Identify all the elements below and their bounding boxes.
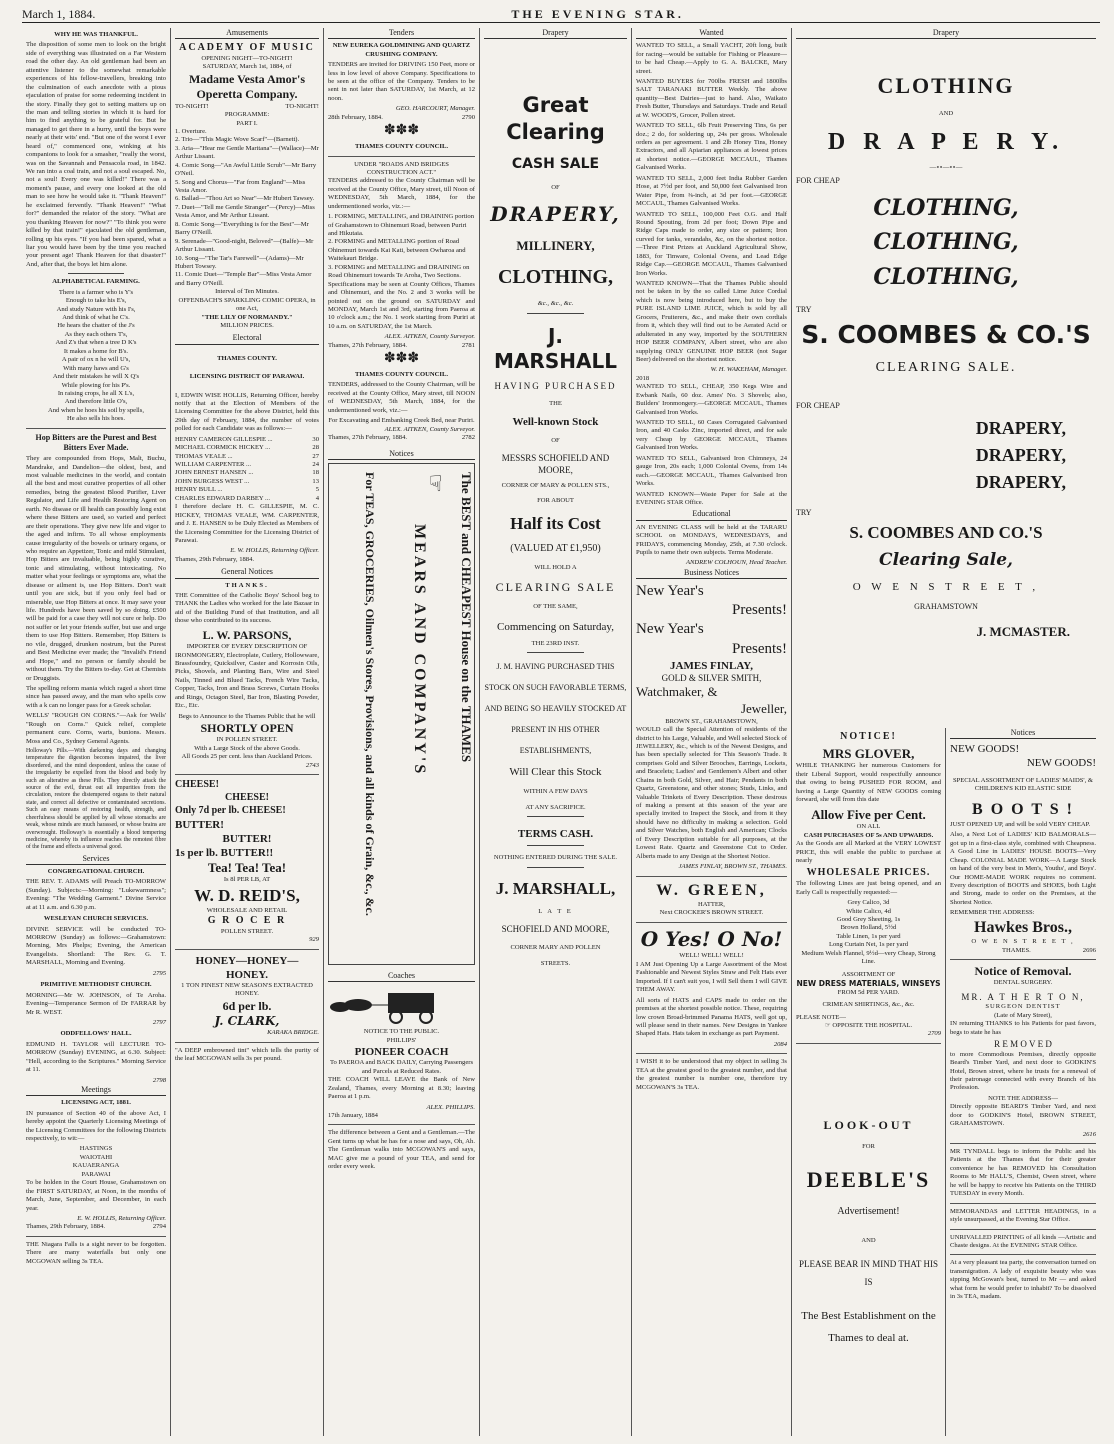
section-header: Drapery: [796, 28, 1096, 39]
classified-ad: WANTED KNOWN—That the Thames Public should not be taken in by the so called Lime Juice Cordial which is now being introduced here, but to buy the PURE ISLAND LIME JUICE, which is sold by all Grocers, Fruiterers, &c., and make their own cordials from it, which they will find out to be Aerated Acid or adulterated in any way, imported by the SOUTHERN HOP BEER COMPANY, Albert street, who are also supplying ONLY GENUINE HOP BEER (not Sugar Beer) delivered on the shortest notice.: [636, 280, 787, 363]
ad-title: Hop Bitters are the Purest and Best Bitters Ever Made.: [35, 432, 157, 452]
column-1: WHY HE WAS THANKFUL. The disposition of some men to look on the bright side of everything was illustrated on a Far Western road the other day. An old gentleman had been an attentive listener to the somewhat remarkable experiences of his fellow-travellers, breaking into the culmination of each anecdote with a pious ejaculation of praise for some redeeming incident in the story. Finally they got to setting matters up on the man and telling stories in which it is hard for him to find anything to be grateful for. But he managed to get there in a hurry, until the boys were nearly at their wits' end. "But one of the worst I ever heard of," commenced one, winking at his companions to look for a smasher, "really the worst, was on the Savannah and Pensacola road, in 1842. We ran into a coal train, and not a soul escaped. No, not a soul! Every one was killed!" There was a moment's pause, and every one looked at the old man to see how he would take it. "Thank Heaven!" he exclaimed fervently. "Thank Heaven!" "What for?" demanded the relator of the story. "What are you thanking Heaven for now?" "To think you were killed by that train!" ejaculated the old gentleman, rolling up his eyes. "If you had been spared, what a liar you would have been by the time you reached your present age! Thank Heaven for that disaster!" And, after that, the boys let him alone. ALPHABETICAL FARMING. There is a farmer who is Y's Enough to take his E's, And study Nature with his I's, And think of what he C's. He hears the chatter of the J's As they each others T's, And Z's that when a tree D K's It makes a home for B's. A pair of ox n he will U's, With many haws and G's And their mistakes he will X Q's While plowing for his P's. In raising crops, he all X L's, And therefore little O's, And when he hoes his soil by spells, He also sells his hoes. Hop Bitters are the Purest and Best Bitters Ever Made. They are compounded from Hops, Malt, Buchu, Mandrake, and Dandelion—the oldest, best, and most valuable medicines in the world, and contain all the best and most curative properties of all other remedies, being the greatest Blood Purifier, Liver Regulator, and Life and Health Restoring Agent on earth. No disease or ill health can possibly long exist where these Bitters are used, so varied and perfect are their operations. They give new life and vigor to the aged and infirm. To all whose employments cause irregularity of the bowels or urinary organs, or who require an Appetizer, Tonic and mild Stimulant, Hop Bitters are invaluable, being highly curative, tonic and stimulating, without intoxicating. No matter what your feelings or symptoms are, what the disease or ailment is, use Hop Bitters. Don't wait until you are sick, but if you only feel bad or miserable, use Hop Bitters at once. It may save your life. Hundreds have been saved by so doing. £500 will be paid for a case they will not cure or help. Do not suffer or let your friends suffer, but use and urge them to use Hop Bitters. Remember, Hop Bitters is no vile, drugged, drunken nostrum, but the Purest and Best Medicine ever made; the "Invalid's Friend and Hope," and no person or family should be without them. Try the Bitters to-day. Get at Chemists or Druggists. The spelling reform mania which raged a short time since has passed away, and the man who spells cow with a k can no longer pass for a Greek scholar. WELLS' "ROUGH ON CORNS."—Ask for Wells' "Rough on Corns." Quick relief, complete permanent cure. Corns, warts, bunions. Messrs. Moss and Co., Sydney General Agents. Holloway's Pills.—With darkening days and changing temperature the digestion becomes impaired, the liver disordered, and the mind despondent, unless the cause of the irregularity be expelled from the blood and body by such an alterative as these Pills. They directly attack the source of the evil, thrust out all impurities from the circulation, restore the distempered organs to their natural state, and correct all defective or contaminated secretions. Such an easy means of restoring health, strength, and cheerfulness should be applied by all whose stomachs are weak, whose minds are much harassed, or whose brains are overwrought. Holloway's is essentially a blood tempering medicine, whereby its influence reaches the remotest fibre of the frame and effects a universal good. Services CONGREGATIONAL CHURCH. THE REV. T. ADAMS will Preach TO-MORROW (Sunday). Subjects:—Morning: "Lukewarmness"; Evening: "The Wedding Garment." Divine Service at at 11 a.m. and 6.30 p.m. WESLEYAN CHURCH SERVICES. DIVINE SERVICE will be conducted TO-MORROW (Sunday) as follows:—Grahamstown: Morning, Mrs Phelps; Evening, the American Evangelists. Shortland: The Rev. G. T. MARSHALL, Morning and Evening. 2795 PRIMITIVE METHODIST CHURCH. MORNING—Mr W. JOHNSON, of Te Aroha. Evening—Temperance Sermon of Dr FARRAR by Mr R. WEST. 2797 ODDFELLOWS' HALL. EDMUND H. TAYLOR will LECTURE TO-MORROW (Sunday) EVENING, at 6.30. Subject: "Hell, according to the Scriptures." Morning Service at 11. 2798 Meetings LICENSING ACT, 1881. IN pursuance of Section 40 of the above Act, I hereby appoint the Quarterly Licensing Meetings of the Licensing Committees for the following Districts respectively, to wit:— HASTINGS WAIOTAHI KAUAERANGA PARAWAI To be holden in the Court House, Grahamstown on the FIRST SATURDAY, at Noon, in the months of March, June, September, and December, in each year. E. W. HOLLIS, Returning Officer. Thames, 29th February, 1884. 2794 THE Niagara Falls is a sight never to be forgotten. There are many waterfalls but only one MCGOWAN selling 3s TEA.: [22, 28, 171, 1436]
ornament-icon: ✽✽✽: [383, 123, 420, 139]
section-header: Notices: [328, 449, 475, 460]
vote-table: HENRY CAMERON GILLESPIE ... 30 MICHAEL CORMICK HICKEY ... 28 THOMAS VEALE ... 27 WILLIAM CARPENTER ... 24 JOHN ERNEST HANSEN ... 18 JOHN BURGESS WEST ... 13 HENRY BULL ... 5 CHARLES EDWARD DARBEY ... 4: [175, 435, 319, 502]
column-4: Drapery Great Clearing CASH SALE OF DRAPERY, MILLINERY, CLOTHING, &c., &c., &c. J. MARSHALL HAVING PURCHASED THE Well-known Stock OF MESSRS SCHOFIELD AND MOORE, CORNER OF MARY & POLLEN STS., FOR ABOUT Half its Cost (VALUED AT £1,950) WILL HOLD A CLEARING SALE OF THE SAME, Commencing on Saturday, THE 23RD INST. J. M. HAVING PURCHASED THIS STOCK ON SUCH FAVORABLE TERMS, AND BEING SO HEAVILY STOCKED AT PRESENT IN HIS OTHER ESTABLISHMENTS, Will Clear this Stock WITHIN A FEW DAYS AT ANY SACRIFICE. TERMS CASH. NOTHING ENTERED DURING THE SALE. J. MARSHALL, L A T E SCHOFIELD AND MOORE, CORNER MARY AND POLLEN STREETS.: [480, 28, 632, 1436]
coach-and-horses-icon: [328, 985, 468, 1025]
section-header: Wanted: [636, 28, 787, 39]
notice-title: LICENSING ACT, 1881.: [61, 1099, 131, 1107]
merchant-name: W. GREEN,: [656, 881, 767, 899]
section-header: Educational: [636, 509, 787, 520]
merchant-name: Hawkes Bros.,: [974, 918, 1072, 936]
classified-ad: WANTED TO SELL, CHEAP, 350 Kegs Wire and Ewbank Nails, 60 doz. Ames' No. 3 Shovels; also, Builders' Ironmongery.—GEORGE MCCAUL, Thames Galvanised Iron Works.: [636, 383, 787, 416]
section-header: Services: [26, 854, 166, 865]
section-header: Meetings: [26, 1085, 166, 1096]
classified-ad: WANTED TO SELL, 100,000 Feet O.G. and Half Round Spouting, from 2d per foot; Down Pipe and Ridge Caps made to order, any size or pattern; Iron curved for tanks, verandahs, &c, on the shortest notice.—Three First Prizes at Auckland Agricultural Show, 1883, for Tinware, Colonial Ovens, and Lead Edge Ridge Cap.—GEORGE MCCAUL, Thames Galvanised Iron Works.: [636, 210, 787, 277]
pointing-hand-icon: ☞: [824, 1021, 831, 1029]
programme-list: 1. Overture. 2. Trio—"This Magic Wove Scarf"—(Barnett). 3. Aria—"Hear me Gentle Maritana"—(Wallace)—Mr Arthur Lissant. 4. Comic Song—"An Awful Little Scrub"—Mr Barry O'Neil. 5. Song and Chorus—"Far from England"—Miss Vesta Amor. 6. Ballad—"Thou Art so Near"—Mr Hubert Tawsey. 7. Duet—"Tell me Gentle Stranger"—(Percy)—Miss Vesta Amor, and Mr Arthur Lissant. 8. Comic Song—"Everything is for the Best"—Mr Barry O'Neill. 9. Serenade—"Good-night, Beloved"—(Balfe)—Mr Arthur Lissant. 10. Song—"The Tar's Farewell"—(Adams)—Mr Hubert Towsey. 11. Comic Duet—"Temple Bar"—Miss Vesta Amor and Barry O'Neill.: [175, 127, 319, 287]
clothing-headline: CLOTHING: [877, 73, 1015, 99]
pointing-hand-icon: ☟: [429, 470, 443, 496]
column-2: Amusements ACADEMY OF MUSIC OPENING NIGHT—TO-NIGHT! SATURDAY, March 1st, 1884, of Madame Vesta Amor's Operetta Company. TO-NIGHT! TO-NIGHT! PROGRAMME: PART I. 1. Overture. 2. Trio—"This Magic Wove Scarf"—(Barnett). 3. Aria—"Hear me Gentle Maritana"—(Wallace)—Mr Arthur Lissant. 4. Comic Song—"An Awful Little Scrub"—Mr Barry O'Neil. 5. Song and Chorus—"Far from England"—Miss Vesta Amor. 6. Ballad—"Thou Art so Near"—Mr Hubert Tawsey. 7. Duet—"Tell me Gentle Stranger"—(Percy)—Miss Vesta Amor, and Mr Arthur Lissant. 8. Comic Song—"Everything is for the Best"—Mr Barry O'Neill. 9. Serenade—"Good-night, Beloved"—(Balfe)—Mr Arthur Lissant. 10. Song—"The Tar's Farewell"—(Adams)—Mr Hubert Towsey. 11. Comic Duet—"Temple Bar"—Miss Vesta Amor and Barry O'Neill. Interval of Ten Minutes. OFFENBACH'S SPARKLING COMIC OPERA, in one Act, "THE LILY OF NORMANDY." MILLION PRICES. Electoral THAMES COUNTY. LICENSING DISTRICT OF PARAWAI. I, EDWIN WISE HOLLIS, Returning Officer, hereby notify that at the Election of Members of the Licensing Committee for the above District, held this 29th day of February, 1884, the number of votes polled for each Candidate was as follows:— HENRY CAMERON GILLESPIE ... 30 MICHAEL CORMICK HICKEY ... 28 THOMAS VEALE ... 27 WILLIAM CARPENTER ... 24 JOHN ERNEST HANSEN ... 18 JOHN BURGESS WEST ... 13 HENRY BULL ... 5 CHARLES EDWARD DARBEY ... 4 I therefore declare H. C. GILLESPIE, M. C. HICKEY, THOMAS VEALE, WM. CARPENTER, and J. E. HANSEN to be Duly Elected as Members of the Licensing Committee for the Licensing District of Parawai. E. W. HOLLIS, Returning Officer. Thames, 29th February, 1884. General Notices THANKS. THE Committee of the Catholic Boys' School beg to THANK the Ladies who worked for the late Bazaar in aid of the Building Fund of that Institution, and all those who contributed to its success. L. W. PARSONS, IMPORTER OF EVERY DESCRIPTION OF IRONMONGERY, Electroplate, Cutlery, Hollowware, Brassfoundry, Quicksilver, Caster and Korrosin Oils, Picks, Shovels, and Planting Bars, Wire and Steel Nails, Tinned and Blued Tacks, French Wire Tacks, Copper, Tacks, Iron and Brass Screws, Curtain Hooks and Rings, Octagon Steel, Bar Iron, Blasting Powder, Etc., Etc. Begs to Announce to the Thames Public that he will SHORTLY OPEN IN POLLEN STREET. With a Large Stock of the above Goods. All Goods 25 per cent. less than Auckland Prices. 2743 CHEESE! CHEESE! Only 7d per lb. CHEESE! BUTTER! BUTTER! 1s per lb. BUTTER!! Tea! Tea! Tea! Is 8l PER LB, AT W. D. REID'S, WHOLESALE AND RETAIL G R O C E R POLLEN STREET. 929 HONEY—HONEY—HONEY. 1 TON FINEST NEW SEASON'S EXTRACTED HONEY. 6d per lb. J. CLARK, KARAKA BRIDGE. "A DEEP embrowned tint" which tells the purity of the leaf MCGOWAN sells 3s per pound.: [171, 28, 324, 1436]
notice-title: WESLEYAN CHURCH SERVICES.: [43, 915, 149, 923]
section-header: Coaches: [328, 971, 475, 982]
page-header: [22, 4, 1100, 23]
masthead: THE EVENING STAR.: [511, 7, 684, 21]
ornament-icon: ✽✽✽: [383, 351, 420, 367]
classified-ad: WANTED TO SELL, Galvanised Iron Chimneys, 24 gauge Iron, 20s each; 1,000 Colonial Ovens, from 14s each.—GEORGE MCCAUL, Thames Galvanised Iron Works.: [636, 454, 787, 488]
notice-title: CONGREGATIONAL CHURCH.: [47, 867, 145, 875]
ad-body: Holloway's Pills.—With darkening days and changing temperature the digestion becomes impaired, the liver disordered, and the mind despondent, unless the cause of the irregularity be expelled from the blood and body by such an alterative as these Pills. They directly attack the source of the evil, thrust out all impurities from the circulation, restore the distempered organs to their natural state, and correct all defective or contaminated secretions. Such an easy means of restoring health, strength, and cheerfulness should be applied by all whose stomachs are weak, whose minds are much harassed, or whose brains are overwrought. Holloway's is essentially a blood tempering medicine, whereby its influence reaches the remotest fibre of the frame and effects a universal good.: [26, 748, 166, 851]
merchant-name: J. MARSHALL: [494, 323, 617, 374]
article-body: The disposition of some men to look on the bright side of everything was illustrated on a Far Western road the other day. An old gentleman had been an attentive listener to the somewhat remarkable experiences of his fellow-travellers, breaking into the culmination of each anecdote with a pious ejaculation of praise for some redeeming incident in the story. Finally they got to setting matters up on the man and telling stories in which it is hard for him to find anything to be grateful for. But he managed to get there in a hurry, until the boys were nearly at their wits' end. "But one of the worst I ever heard of," commenced one, winking at his companions to look for a smasher, "really the worst, was on the Savannah and Pensacola road, in 1842. We ran into a coal train, and not a soul escaped. No, not a soul! Every one was killed!" There was a moment's pause, and every one looked at the old man to see how he would take it. "Thank Heaven!" he exclaimed fervently. "Thank Heaven!" "What for?" demanded the relator of the story. "What are you thanking Heaven for now?" "To think you were killed by that train!" ejaculated the old gentleman, rolling up his eyes. "If you had been spared, what a liar you would have been by the time you reached your present age! Thank Heaven for that disaster!" And, after that, the boys let him alone.: [26, 41, 166, 268]
merchant-name: MRS GLOVER,: [822, 745, 915, 761]
merchant-name: L. W. PARSONS,: [202, 627, 292, 642]
section-header: Amusements: [175, 28, 319, 39]
notice-title: ODDFELLOWS' HALL.: [60, 1030, 132, 1038]
article-title: WHY HE WAS THANKFUL.: [54, 31, 138, 38]
merchant-name: JAMES FINLAY,: [670, 659, 753, 672]
classified-ad: WANTED TO SELL, a Small YACHT, 20ft long, built for racing—would be suitable for Fishing or Pleasure—to be had Cheap.—Apply to G. A. BALCKE, Mary street.: [636, 42, 787, 75]
notice-title: PRIMITIVE METHODIST CHURCH.: [40, 981, 152, 989]
classified-ad: WANTED TO SELL, 2,000 feet India Rubber Garden Hose, at 7½d per foot, and 50,000 feet Galvanised Iron Water Pipe, from ⅜-inch, at 3d per foot.—GEORGE MCCAUL, Thames Galvanised Works.: [636, 174, 787, 208]
column-6-lower-left: NOTICE! MRS GLOVER, WHILE THANKING her numerous Customers for their Liberal Support, would respectfully announce that owing to being PUSHED FOR ROOM, and having a Large Quantity of NEW GOODS coming forward, she will from this date Allow Five per Cent. ON ALL CASH PURCHASES OF 5s AND UPWARDS. As the Goods are all Marked at the VERY LOWEST PRICE, this will enable the public to purchase at nearly WHOLESALE PRICES. The following Lines are just being opened, and an Early Call is respectfully requested:— Grey Calico, 3d White Calico, 4d Good Grey Sheeting, 1s Brown Holland, 5½d Table Linen, 1s per yard Long Curtain Net, 1s per yard Medium Welsh Flannel, 9½d—very Cheap, Strong Line. ASSORTMENT OF NEW DRESS MATERIALS, WINSEYS FROM 5d PER YARD. CRIMEAN SHIRTINGS, &c., &c. PLEASE NOTE— ☞ OPPOSITE THE HOSPITAL. 2709 LOOK-OUT FOR DEEBLE'S Advertisement! AND PLEASE BEAR IN MIND THAT HIS IS The Best Establishment on the Thames to deal at.: [792, 728, 946, 1436]
filler-paragraph: The spelling reform mania which raged a short time since has passed away, and the man who spells cow with a k can no longer pass for a Greek scholar.: [26, 684, 166, 709]
column-7: Notices NEW GOODS! NEW GOODS! SPECIAL ASSORTMENT OF LADIES' MAIDS', & CHILDREN'S KID ELASTIC SIDE B O O T S ! JUST OPENED UP, and will be sold VERY CHEAP. Also, a Next Lot of LADIES' KID BALMORALS—got up in a first-class style, combined with Cheapness. A Good Line in LADIES' HOUSE BOOTS—Very Cheap. COLONIAL MADE WORK—A Large Stock on hand of the very best in Men's, Youths', and Boys'. Our HOME-MADE WORK requires no comment. Every description of BOOTS and SHOES, both Light and Strong, made to order on the Premises, at the Shortest Notice. REMEMBER THE ADDRESS: Hawkes Bros., O W E N S T R E E T , THAMES. 2696 Notice of Removal. DENTAL SURGERY. MR. A T H E R T O N, SURGEON DENTIST (Late of Mary Street), IN returning THANKS to his Patients for past favors, begs to state he has R E M O V E D to more Commodious Premises, directly opposite Beard's Timber Yard, and next door to GODKIN'S Hotel, Brown street, where he trusts for a renewal of their patronage connected with every Branch of his Profession. NOTE THE ADDRESS— Directly opposite BEARD'S Timber Yard, and next door to GODKIN'S Hotel, BROWN STREET, GRAHAMSTOWN. 2616 MR TYNDALL begs to inform the Public and his Patients at the Thames that for their greater convenience he has REMOVED his Consultation Rooms to Mr HALL'S, Chemist, Owen street, where he will be happy to receive his Patients on the THIRD TUESDAY in every Month. MEMORANDAS and LETTER HEADINGS, in a style unsurpassed, at the Evening Star Office. UNRIVALLED PRINTING of all kinds —Artistic and Chaste designs. At the EVENING STAR Office. At a very pleasant tea party, the conversation turned on transmigration. A lady of exquisite beauty who was sipping McGowan's best, turned to Mr — and asked what form he would prefer to inhabit? To be dissolved in 3s TEA, madam.: [950, 728, 1096, 1301]
merchant-name: S. COOMBES & CO.'S: [801, 319, 1091, 349]
column-3: Tenders NEW EUREKA GOLDMINING AND QUARTZ CRUSHING COMPANY. TENDERS are invited for DRIVING 150 Feet, more or less in low level of above Company. Specifications to be seen at the office of the Company. Tenders to be sent in not later than SATURDAY, 1st March, at 12 noon. GEO. HARCOURT, Manager. 28th February, 1884. 2790 ✽✽✽ THAMES COUNTY COUNCIL. UNDER "ROADS AND BRIDGES CONSTRUCTION ACT." TENDERS addressed to the County Chairman will be received at the County Office, Mary street, till Noon of WEDNESDAY, 5th March, 1884, for the undermentioned works, viz.:— 1. FORMING, METALLING, and DRAINING portion of Grahamstown to Ohinemuri Road, between Puriri and Hikutaia. 2. FORMING and METALLING portion of Road Ohinemuri towards Kai Kati, between Owharoa and Waitekauri Bridge. 3. FORMING and METALLING and DRAINING on Road Ohinemuri towards Te Aroha, Two Sections. Specifications may be seen at County Offices, Thames and Ohinemuri, and the No. 2 and 3 works will be pointed out on the ground on SATURDAY and MONDAY, March 1st and 3rd, starting from Paeroa at 10 o'clock a.m.; the No. 1 work starting from Puriri at 10 a.m. on SATURDAY, the 1st March. ALEX. AITKEN, County Surveyor. Thames, 27th February, 1884. 2781 ✽✽✽ THAMES COUNTY COUNCIL. TENDERS, addressed to the County Chairman, will be received at the County Office, Mary street, till NOON of WEDNESDAY, 5th March, 1884, for the undermentioned work, viz.:— For Excavating and Embanking Creek Bed, near Puriri. ALEX. AITKEN, County Surveyor. Thames, 27th February, 1884. 2782 Notices The BEST and CHEAPEST House on the THAMES MEARS AND COMPANY'S For TEAS, GROCERIES, Oilmen's Stores, Provisions, and all kinds of Grain, &c., &c. ☟ Coaches NOTICE TO THE PUBLIC. PHILLIPS' PIONEER COACH To PAEROA and BACK DAILY, Carrying Passengers and Parcels at Reduced Rates. THE COACH WILL LEAVE the Bank of New Zealand, Thames, every Morning at 8.30; leaving Paeroa at 1 p.m. ALEX. PHILLIPS. 17th January, 1884 The difference between a Gent and a Gentleman.—The Gent turns up what he has for a nose and says, Oh, Ah. The Gentleman walks into MCGOWAN'S and says, MAC give me a pound of your TEA, and send for order every week.: [324, 28, 480, 1436]
sale-headline: Great Clearing: [506, 93, 605, 145]
company-name: Madame Vesta Amor's: [189, 71, 305, 86]
ad-body: WELLS' "ROUGH ON CORNS."—Ask for Wells' "Rough on Corns." Quick relief, complete permanent cure. Corns, warts, bunions. Messrs. Moss and Co., Sydney General Agents.: [26, 712, 166, 745]
filler-paragraph: THE Niagara Falls is a sight never to be forgotten. There are many waterfalls but only one MCGOWAN selling 3s TEA.: [26, 1240, 166, 1265]
section-header: Electoral: [175, 333, 319, 344]
classified-ad: WANTED TO SELL, 6lb Fruit Preserving Tins, 6s per doz.; 2 do, for soldering up, 24s per gross. Wholesale orders as per agreement. 1 and 2lb Honey Tins, Honey Extractors, and all Apiarian appliances at lowest prices at shortest notice.—GEORGE MCCAUL, Thames Galvanised Works.: [636, 122, 787, 172]
mears-advert: The BEST and CHEAPEST House on the THAMES MEARS AND COMPANY'S For TEAS, GROCERIES, Oilmen's Stores, Provisions, and all kinds of Grain, &c., &c. ☟: [328, 463, 475, 965]
classified-ad: WANTED KNOWN—Waste Paper for Sale at the EVENING STAR Office.: [636, 490, 787, 506]
ad-body: They are compounded from Hops, Malt, Buchu, Mandrake, and Dandelion—the oldest, best, and most valuable medicines in the world, and contain all the best and most curative properties of all other remedies, being the greatest Blood Purifier, Liver Regulator, and Life and Health Restoring Agent on earth. No disease or ill health can possibly long exist where these Bitters are used, so varied and perfect are their operations. They give new life and vigor to the aged and infirm. To all whose employments cause irregularity of the bowels or urinary organs, or who require an Appetizer, Tonic and mild Stimulant, Hop Bitters are invaluable, being highly curative, tonic and stimulating, without intoxicating. No matter what your feelings or symptoms are, what the disease or ailment is, use Hop Bitters. Don't wait until you are sick, but if you only feel bad or miserable, use Hop Bitters at once. It may save your life. Hundreds have been saved by so doing. £500 will be paid for a case they will not cure or help. Do not suffer or let your friends suffer, but use and urge them to use Hop Bitters. Remember, Hop Bitters is no vile, drugged, drunken nostrum, but the Purest and Best Medicine ever made; the "Invalid's Friend and Hope," and no person or family should be without them. Try the Bitters to-day. Get at Chemists or Druggists.: [26, 455, 166, 682]
column-6-top: Drapery CLOTHING AND D R A P E R Y. —∘∘—∘∘— FOR CHEAP CLOTHING, CLOTHING, CLOTHING, TRY S. COOMBES & CO.'S CLEARING SALE. FOR CHEAP DRAPERY, DRAPERY, DRAPERY, TRY S. COOMBES AND CO.'S Clearing Sale, O W E N S T R E E T , GRAHAMSTOWN J. MCMASTER.: [792, 28, 1100, 728]
merchant-name: W. D. REID'S,: [194, 885, 300, 905]
issue-date: March 1, 1884.: [22, 7, 96, 21]
poem: There is a farmer who is Y's Enough to take his E's, And study Nature with his I's, And think of what he C's. He hears the chatter of the J's As they each others T's, And Z's that when a tree D K's It makes a home for B's. A pair of ox n he will U's, With many haws and G's And their mistakes he will X Q's While plowing for his P's. In raising crops, he all X L's, And therefore little O's, And when he hoes his soil by spells, He also sells his hoes.: [48, 288, 144, 423]
column-5: Wanted WANTED TO SELL, a Small YACHT, 20ft long, built for racing—would be suitable for Fishing or Pleasure—to be had Cheap.—Apply to G. A. BALCKE, Mary street. WANTED BUYERS for 700lbs FRESH and 1800lbs SALT TARANAKI BUTTER Weekly. The above quantity—Best Dairies—just to hand. Also, Waikato Fresh Butter, Thursdays and Saturdays. Trade and Retail at W. WOOD'S, Grocer, Pollen street. WANTED TO SELL, 6lb Fruit Preserving Tins, 6s per doz.; 2 do, for soldering up, 24s per gross. Wholesale orders as per agreement. 1 and 2lb Honey Tins, Honey Extractors, and all Apiarian appliances at lowest prices at shortest notice.—GEORGE MCCAUL, Thames Galvanised Works. WANTED TO SELL, 2,000 feet India Rubber Garden Hose, at 7½d per foot, and 50,000 feet Galvanised Iron Water Pipe, from ⅜-inch, at 3d per foot.—GEORGE MCCAUL, Thames Galvanised Works. WANTED TO SELL, 100,000 Feet O.G. and Half Round Spouting, from 2d per foot; Down Pipe and Ridge Caps made to order, any size or pattern; Iron curved for tanks, verandahs, &c, on the shortest notice.—Three First Prizes at Auckland Agricultural Show, 1883, for Tinware, Colonial Ovens, and Lead Edge Ridge Cap.—GEORGE MCCAUL, Thames Galvanised Iron Works. WANTED KNOWN—That the Thames Public should not be taken in by the so called Lime Juice Cordial which is now being introduced here, but to buy the PURE ISLAND LIME JUICE, which is sold by all Grocers, Fruiterers, &c., and make their own cordials from it, which they will find out to be Aerated Acid or adulterated in any way, imported by the SOUTHERN HOP BEER COMPANY, Albert street, who are also supplying ONLY GENUINE HOP BEER (not Sugar Beer) delivered on the shortest notice. W. H. WAKEHAM, Manager. 2018 WANTED TO SELL, CHEAP, 350 Kegs Wire and Ewbank Nails, 60 doz. Ames' No. 3 Shovels; also, Builders' Ironmongery.—GEORGE MCCAUL, Thames Galvanised Iron Works. WANTED TO SELL, 60 Cases Corrugated Galvanised Iron, and 40 Casks Zinc, imported direct, and for sale very Cheap by GEORGE MCCAUL, Thames Galvanised Iron Works. WANTED TO SELL, Galvanised Iron Chimneys, 24 gauge Iron, 20s each; 1,000 Colonial Ovens, from 14s each.—GEORGE MCCAUL, Thames Galvanised Iron Works. WANTED KNOWN—Waste Paper for Sale at the EVENING STAR Office. Educational AN EVENING CLASS will be held at the TARARU SCHOOL on MONDAYS, WEDNESDAYS, and FRIDAYS, commencing Monday, 25th, at 7.30 o'clock. Pupils to name their own subjects. Terms Moderate. ANDREW COLHOUN, Head Teacher. Business Notices New Year's Presents! New Year's Presents! JAMES FINLAY, GOLD & SILVER SMITH, Watchmaker, & Jeweller, BROWN ST., GRAHAMSTOWN, WOULD call the Special Attention of residents of the district to his Large, Valuable, and Well selected Stock of JEWELLERY, &c., which is of the Newest Designs, and has been specially selected for This Season's Trade. It comprises Gold and Silver Brooches, Earrings, Lockets, and Bracelets; Ladies' and Gentlemen's Albert and other Chains in both Gold, Silver, and Hair; Pendants in both Quartz, Greenstone, and other stones; Studs, Links, and Valuable Trinkets of Every Description. These desirous of making a present at this season of the year are specially invited to Inspect the Stock, and from it they should have no difficulty in making a selection. Gold and Silver Watches, both English and American; Clocks of Every Description suitable for all purposes, at the Lowest Rate. Quartz and Greenstone Cut to Order. Alberts made to any Design at the Shortest Notice. JAMES FINLAY, BROWN ST., THAMES. W. GREEN, HATTER, Next CROCKER'S BROWN STREET. O Yes! O No! WELL! WELL! WELL! I AM Just Opening Up a Large Assortment of the Most Fashionable and Newest Styles Straw and Felt Hats ever Imported. If I can't suit you, I will Sell them I will GIVE THEM AWAY. All sorts of HATS and CAPS made to order on the premises at the shortest possible notice. These, requiring low crown Broad-brimmed Panama HATS, well got up, will please send in their names. New Designs in Yankee Shaped Hats. Hats taken in exchange as part Payment. 2084 I WISH it to be understood that my object in selling 3s TEA at the greatest good to the greatest number, and that the greatest number is number one, therefore try MCGOWAN'S 3s TEA.: [632, 28, 792, 1436]
classified-ad: WANTED BUYERS for 700lbs FRESH and 1800lbs SALT TARANAKI BUTTER Weekly. The above quantity—Best Dairies—just to hand. Also, Waikato Fresh Butter, Thursdays and Saturdays. Trade and Retail at W. WOOD'S, Grocer, Pollen street.: [636, 77, 787, 119]
section-header: Business Notices: [636, 568, 787, 579]
section-header: Tenders: [328, 28, 475, 39]
poem-title: ALPHABETICAL FARMING.: [52, 278, 140, 286]
section-header: Notices: [950, 728, 1096, 739]
classified-ad: WANTED TO SELL, 60 Cases Corrugated Galvanised Iron, and 40 Casks Zinc, imported direct, and for sale very Cheap by GEORGE MCCAUL, Thames Galvanised Iron Works.: [636, 419, 787, 452]
section-header: General Notices: [175, 567, 319, 578]
section-header: Drapery: [484, 28, 627, 39]
